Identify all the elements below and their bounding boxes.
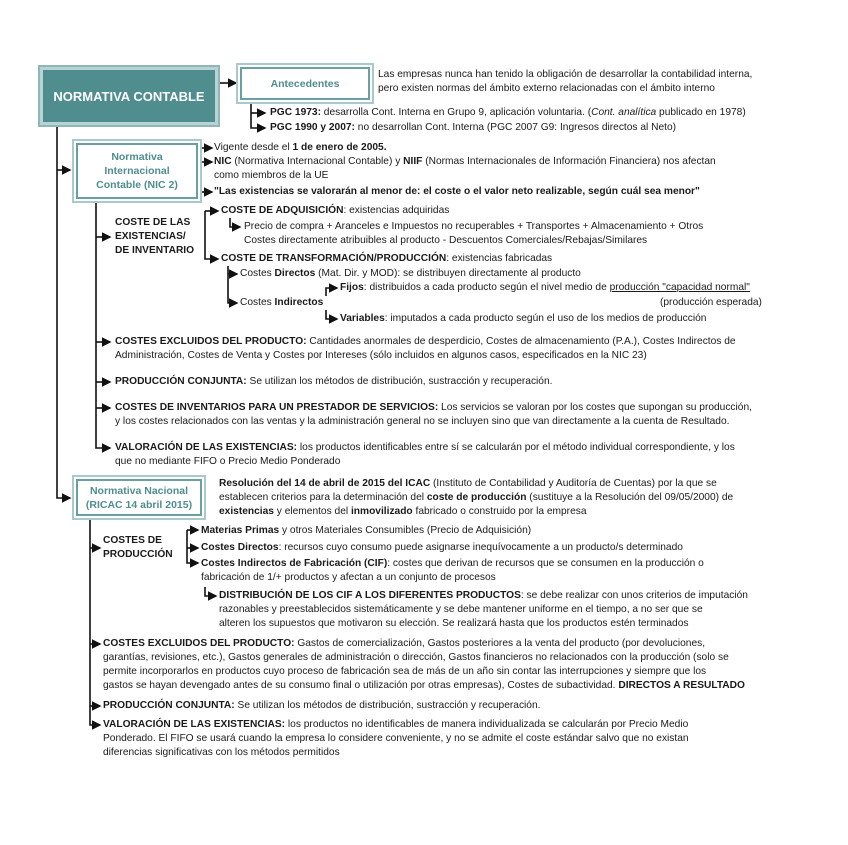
ricac-excluidos-text: gastos se hayan devengado antes de su consumo final o utilización por otras empresas), Costes de subactividad. [103,680,619,691]
nic-niif [214,155,814,183]
adquisicion-label: COSTE DE ADQUISICIÓN [221,205,344,216]
distribucion-text: : se debe realizar con unos criterios de imputación [520,590,748,601]
pgc1990-line [270,121,830,135]
pgc1990-label: PGC 1990 y 2007: [270,122,355,133]
produccion-esperada: (producción esperada) [660,297,762,308]
arrow-fijos [326,288,337,296]
costes-variables [340,312,706,326]
ricac-label: Normativa Nacional [89,484,189,497]
ricac-excluidos [103,637,833,693]
arrow-cif [187,530,198,563]
ricac-resolucion [219,477,819,519]
costes-fijos [340,281,750,295]
resolucion-existencias: existencias [219,506,274,517]
distribucion-text: razonables y preestablecidos sistemáticamente y se debe mantener uniforme en el tiempo, a no ser que se [219,604,703,615]
resolucion-inmovilizado: inmovilizado [350,506,413,517]
ricac-excluidos-label: COSTES EXCLUIDOS DEL PRODUCTO: [103,638,295,649]
distribucion-label: DISTRIBUCIÓN DE LOS CIF A LOS DIFERENTES PRODUCTOS [219,590,521,601]
pgc1973-text-end: publicado en 1978) [656,107,746,118]
coste-transformacion [221,252,552,266]
adquisicion-text: : existencias adquiridas [343,205,450,216]
coste-adquisicion [221,204,449,218]
ricac-conjunta-text: Se utilizan los métodos de distribución, sustracción y recuperación. [234,700,541,711]
fijos-label: Fijos [340,282,364,293]
conjunta-text: Se utilizan los métodos de distribución, sustracción y recuperación. [246,376,553,387]
main-title: NORMATIVA CONTABLE [53,88,205,104]
directos-text: (Mat. Dir. y MOD): se distribuyen directamente al producto [315,268,581,279]
fijos-text: : distribuidos a cada producto según el nivel medio de [363,282,610,293]
excluidos-text: Administración, Costes de Venta y Costes por Intereses (sólo incluidos en algunos casos, especificados en la NIC 23) [115,350,647,361]
cif-text: fabricación de 1/+ productos y afectan a un conjunto de procesos [201,572,496,583]
ricac-valoracion-text: diferencias significativas con los métodos permitidos [103,747,340,758]
fijos-capacidad: producción "capacidad normal" [609,282,750,293]
arrow-indirectos [228,266,237,303]
nic-ue: como miembros de la UE [214,170,329,181]
distribucion-cif [219,589,819,631]
antecedentes-label: Antecedentes [270,77,340,90]
antecedentes-desc-line: Las empresas nunca han tenido la obligación de desarrollar la contabilidad interna, [378,69,753,80]
ricac-valoracion-label: VALORACIÓN DE LAS EXISTENCIAS: [103,719,286,730]
nic-conjunta [115,375,552,389]
nic-abbr: NIC [214,156,232,167]
nic-desc: (Normativa Internacional Contable) y [231,156,404,167]
pgc1973-line [270,106,830,120]
ricac-box [76,479,202,516]
pgc1973-text: desarrolla Cont. Interna en Grupo 9, aplicación voluntaria. ( [320,107,592,118]
arrow-distribucion [205,587,216,596]
indirectos-prefix: Costes [240,297,275,308]
cd-label: Costes Directos [201,542,279,553]
resolucion-coste: coste de producción [426,492,527,503]
valoracion-text: que no mediante FIFO o Precio Medio Ponderado [115,456,341,467]
resolucion-text: (sustituye a la Resolución del 09/05/2000) de [526,492,734,503]
nic-excluidos [115,335,815,363]
costes-existencias-line: DE INVENTARIO [115,245,195,256]
niif-desc: (Normas Internacionales de Información Financiera) nos afectan [422,156,716,167]
resolucion-text: fabricado o construido por la empresa [412,506,587,517]
transformacion-label: COSTE DE TRANSFORMACIÓN/PRODUCCIÓN [221,253,447,264]
nic-box [76,143,198,199]
antecedentes-box [240,67,370,100]
excluidos-label: COSTES EXCLUIDOS DEL PRODUCTO: [115,336,307,347]
niif-abbr: NIIF [403,156,423,167]
formula-line: Costes directamente atribuibles al producto - Descuentos Comerciales/Rebajas/Similares [244,235,648,246]
costes-indirectos [240,296,323,310]
excluidos-text: Cantidades anormales de desperdicio, Costes de almacenamiento (P.A.), Costes Indirectos de [306,336,736,347]
ricac-conjunta [103,699,540,713]
variables-label: Variables [340,313,385,324]
resolucion-text: y elementos del [273,506,351,517]
ricac-excluidos-text: garantías, revisiones, etc.), Gastos generales de administración o dirección, Gastos financieros no relacionados con la producción (solo se [103,652,729,663]
costes-cif [201,557,801,585]
pgc1973-label: PGC 1973: [270,107,321,118]
ricac-label: (RICAC 14 abril 2015) [85,498,193,511]
distribucion-text: alteren los supuestos que motivaron su elección. Se realizará hasta que los productos estén terminados [219,618,689,629]
valoracion-text: los productos identificables entre sí se calcularán por el método individual correspondiente, y los [297,442,735,453]
arrow-ricac [57,126,70,498]
pgc1973-italic: Cont. analítica [591,107,657,118]
nic-servicios [115,401,835,429]
costes-produccion-label [103,534,173,562]
conjunta-label: PRODUCCIÓN CONJUNTA: [115,376,247,387]
nic-vigente [214,141,387,155]
nic-existencias-rule: "Las existencias se valorarán al menor de: el coste o el valor neto realizable, según cuál sea menor" [214,186,700,197]
cd-text: : recursos cuyo consumo puede asignarse inequívocamente a un producto/s determinado [278,542,683,553]
mp-label: Materias Primas [201,525,280,536]
nic-valoracion [115,441,835,469]
costes-directos [240,267,581,281]
ricac-valoracion-text: Ponderado. El FIFO se usará cuando la empresa lo considere conveniente, y no se admite el coste estándar salvo que no existan [103,733,689,744]
directos-a-resultado: DIRECTOS A RESULTADO [618,680,745,691]
servicios-text: Los servicios se valoran por los costes que supongan su producción, [438,402,752,413]
arrow-variables [326,310,337,319]
variables-text: : imputados a cada producto según el uso de los medios de producción [384,313,707,324]
valoracion-label: VALORACIÓN DE LAS EXISTENCIAS: [115,442,298,453]
servicios-text: y los costes relacionados con las ventas y la administración general no se incluyen sino que van directamente a la cuenta de Resultado. [115,416,730,427]
ricac-valoracion [103,718,833,760]
cif-text: : costes que derivan de recursos que se consumen en la producción o [387,558,704,569]
ricac-conjunta-label: PRODUCCIÓN CONJUNTA: [103,700,235,711]
ricac-excluidos-text: permite incorporarlos en productos cuyo proceso de fabricación sea de más de un año sin contar las interrupciones y siempre que los [103,666,707,677]
indirectos-label: Indirectos [274,297,324,308]
pgc1990-text: no desarrollan Cont. Interna (PGC 2007 G9: Ingresos directos al Neto) [354,122,677,133]
arrow-transformacion [205,211,218,259]
costes-existencias-line: COSTE DE LAS [115,217,191,228]
costes-existencias-line: EXISTENCIAS/ [115,231,186,242]
main-title-box [38,65,220,127]
costes-produccion-line: PRODUCCIÓN [103,549,173,560]
directos-prefix: Costes [240,268,275,279]
arrow-adq-formula [230,218,240,227]
costes-existencias-label [115,216,194,258]
ricac-excluidos-text: Gastos de comercialización, Gastos posteriores a la venta del producto (por devoluciones, [294,638,706,649]
arrow-pgc1990 [251,100,265,128]
formula-line: Precio de compra + Aranceles e Impuestos no recuperables + Transportes + Almacenamiento + Otros [244,221,704,232]
costes-directos-ricac [201,541,683,555]
vigente-date: 1 de enero de 2005. [292,142,387,153]
cif-label: Costes Indirectos de Fabricación (CIF) [201,558,388,569]
adquisicion-formula [244,220,824,248]
resolucion-title: Resolución del 14 de abril de 2015 del ICAC [219,478,431,489]
transformacion-text: : existencias fabricadas [446,253,553,264]
nic-label: Normativa Internacional Contable (NIC 2) [96,151,178,191]
vigente-text: Vigente desde el [214,142,293,153]
resolucion-text: establecen criterios para la determinación del [219,492,427,503]
antecedentes-desc-line: pero existen normas del ámbito externo relacionadas con el ámbito interno [378,83,715,94]
mp-text: y otros Materiales Consumibles (Precio de Adquisición) [279,525,532,536]
antecedentes-desc [378,68,818,96]
resolucion-text: (Instituto de Contabilidad y Auditoría de Cuentas) por la que se [430,478,717,489]
directos-label: Directos [274,268,316,279]
materias-primas [201,524,531,538]
ricac-valoracion-text: los productos no identificables de manera individualizada se calcularán por Precio Medio [285,719,689,730]
costes-produccion-line: COSTES DE [103,535,162,546]
servicios-label: COSTES DE INVENTARIOS PARA UN PRESTADOR DE SERVICIOS: [115,402,439,413]
